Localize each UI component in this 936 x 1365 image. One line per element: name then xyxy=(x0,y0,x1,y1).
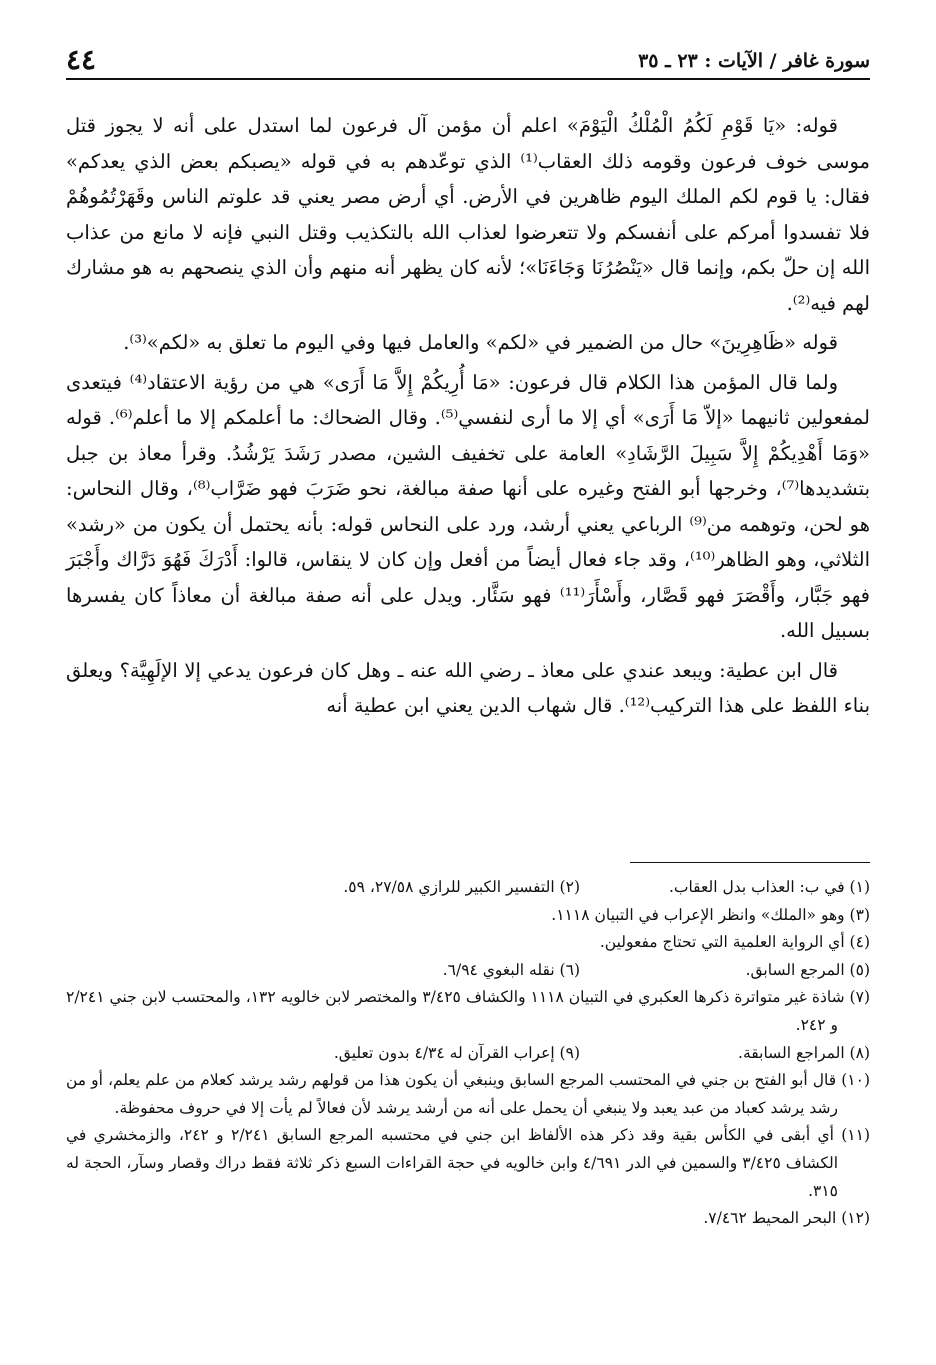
footnote-divider xyxy=(630,862,870,863)
footnote-row xyxy=(66,957,870,985)
footnote: (١٢) البحر المحيط ٧/٤٦٢. xyxy=(703,1209,870,1228)
page-number: ٤٤ xyxy=(66,43,97,76)
footnote: (١١) أي أبقى في الكأس بقية وقد ذكر هذه الألفاظ ابن جني في محتسبه المرجع السابق ٢/٢٤١ و ٢٤٢، والزمخشري في الكشاف ٣/٤٢٥ والسمين في الدر ٤/٦٩١ وابن خالويه في حجة القراءات السبع ذكر ثلاثة فقط دراك وقصار وسآر، الحجة له ٣١٥. xyxy=(66,1126,870,1200)
footnote: (٥) المرجع السابق. xyxy=(745,960,870,979)
page-header xyxy=(66,38,870,80)
footnote: (٢) التفسير الكبير للرازي ٢٧/٥٨، ٥٩. xyxy=(343,878,580,896)
main-text xyxy=(66,108,870,728)
footnote: (٤) أي الرواية العلمية التي تحتاج مفعولين. xyxy=(599,933,870,952)
footnote: (١٠) قال أبو الفتح بن جني في المحتسب المرجع السابق وينبغي أن يكون هذا من قولهم رشد يرشد كعلام من علم يعلم، أو من رشد يرشد كعباد من عبد يعبد ولا ينبغي أن يحمل على أنه من أرشد يرشد لأن فعالاً لم يأت إلا في حروف محفوظة. xyxy=(66,1071,870,1117)
paragraph: قوله «ظَاهِرِينَ» حال من الضمير في «لكم» والعامل فيها وفي اليوم ما تعلق به «لكم»⁽³⁾. xyxy=(123,331,838,354)
footnotes xyxy=(66,874,870,1233)
footnote: (٧) شاذة غير متواترة ذكرها العكبري في التبيان ١١١٨ والكشاف ٣/٤٢٥ والمختصر لابن خالويه ١٣٢، والمحتسب لابن جني ٢/٢٤١ و ٢٤٢. xyxy=(66,988,870,1034)
footnote-row xyxy=(66,874,870,902)
footnote: (٩) إعراب القرآن له ٤/٣٤ بدون تعليق. xyxy=(333,1043,580,1062)
paragraph: ولما قال المؤمن هذا الكلام قال فرعون: «مَا أُرِيكُمْ إِلاَّ مَا أَرَى» هي من رؤية الاعتقاد⁽⁴⁾ فيتعدى لمفعولين ثانيهما «إلاّ مَا أَرَى» أي إلا ما أرى لنفسي⁽⁵⁾. وقال الضحاك: ما أعلمكم إلا ما أعلم⁽⁶⁾. قوله «وَمَا أَهْدِيكُمْ إِلاَّ سَبِيلَ الرَّشَادِ» العامة على تخفيف الشين، مصدر رَشَدَ يَرْشُدُ. وقرأ معاذ بن جبل بتشديدها⁽⁷⁾، وخرجها أبو الفتح وغيره على أنها صفة مبالغة، نحو ضَرَبَ فهو ضَرَّاب⁽⁸⁾، وقال النحاس: هو لحن، وتوهمه من⁽⁹⁾ الرباعي يعني أرشد، ورد على النحاس قوله: بأنه يحتمل أن يكون من «رشد» الثلاثي، وهو الظاهر⁽¹⁰⁾، وقد جاء فعال أيضاً من أفعل وإن كان لا ينقاس، قالوا: أَدْرَكَ فَهُوَ دَرَّاك وأَجْبَرَ فهو جَبَّار، وأَقْصَرَ فهو قَصَّار، وأَسْأَرَ⁽¹¹⁾ فهو سَئَّار. ويدل على أنه صفة مبالغة أن معاذاً كان يفسرها بسبيل الله. xyxy=(66,370,871,642)
paragraph: قوله: «يَا قَوْمِ لَكُمُ الْمُلْكُ الْيَوْمَ» اعلم أن مؤمن آل فرعون لما استدل على أنه لا يجوز قتل موسى خوف فرعون وقومه ذلك العقاب⁽¹⁾ الذي توعّدهم به في قوله «يصبكم بعض الذي يعدكم» فقال: يا قوم لكم الملك اليوم ظاهرين في الأرض. أي أرض مصر يعني قد علوتم الناس وقَهَرْتُمُوهُمْ فلا تفسدوا أمركم على أنفسكم ولا تتعرضوا لعذاب الله بالتكذيب وقتل النبي فإنه لا مانع من عذاب الله إن حلّ بكم، وإنما قال «يَنْصُرُنَا وَجَاءَنَا»؛ لأنه كان يظهر أنه منهم وأن الذي ينصحهم به هو مشارك لهم فيه⁽²⁾. xyxy=(66,114,870,315)
paragraph: قال ابن عطية: ويبعد عندي على معاذ ـ رضي الله عنه ـ وهل كان فرعون يدعي إلا الإلَهِيَّة؟ ويعلق بناء اللفظ على هذا التركيب⁽¹²⁾. قال شهاب الدين يعني ابن عطية أنه xyxy=(66,658,870,717)
running-title: سورة غافر / الآيات : ٢٣ ـ ٣٥ xyxy=(638,50,870,72)
footnote: (١) في ب: العذاب بدل العقاب. xyxy=(668,878,870,896)
footnote-row xyxy=(66,1040,870,1068)
footnote: (٦) نقله البغوي ٦/٩٤. xyxy=(442,960,580,979)
footnote: (٣) وهو «الملك» وانظر الإعراب في التبيان ١١١٨. xyxy=(551,905,870,924)
footnote: (٨) المراجع السابقة. xyxy=(738,1043,870,1062)
